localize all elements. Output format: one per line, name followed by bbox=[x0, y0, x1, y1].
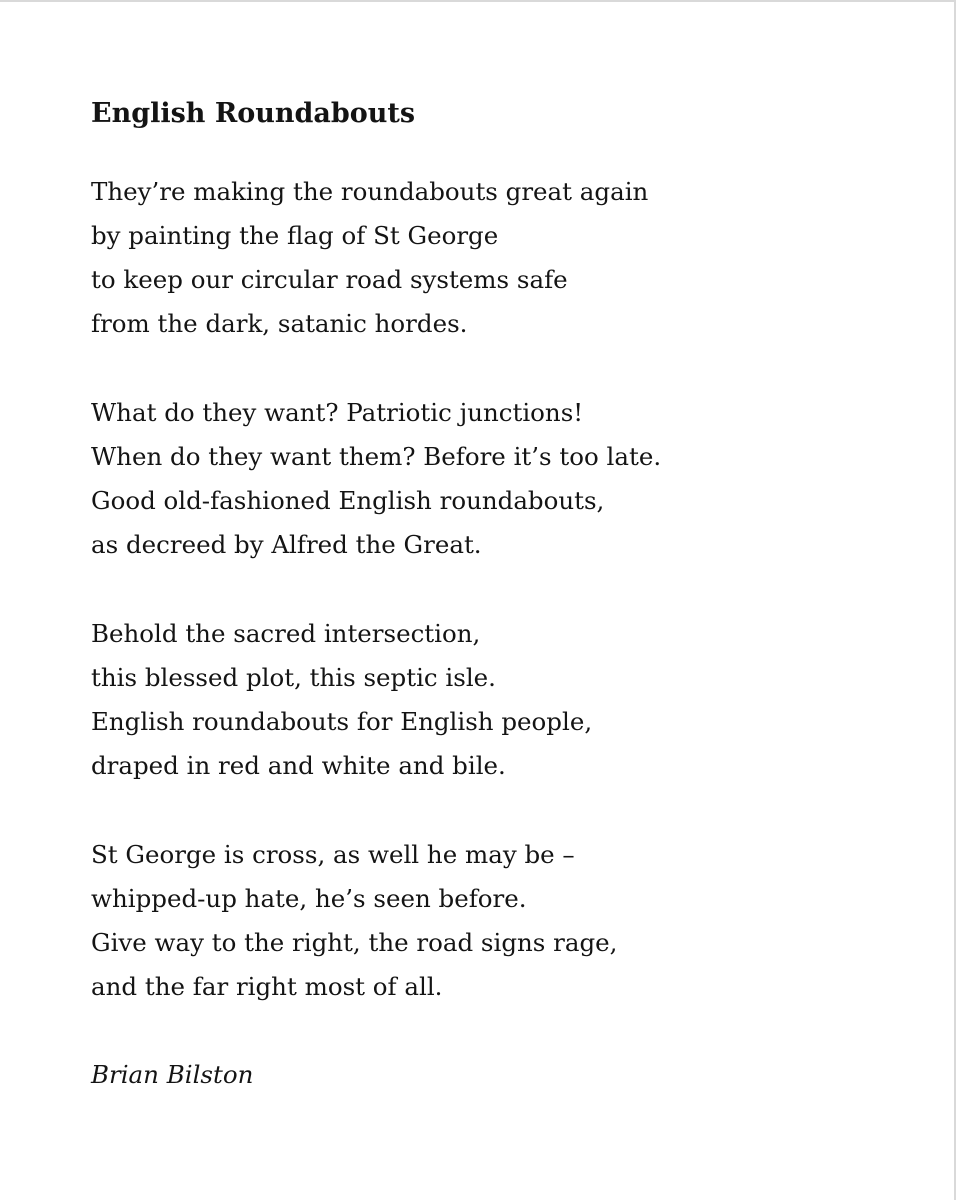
poem-line: as decreed by Alfred the Great. bbox=[91, 530, 482, 559]
poem-line: Good old-fashioned English roundabouts, bbox=[91, 486, 605, 515]
stanza-4 bbox=[91, 833, 617, 1009]
poem-line: by painting the flag of St George bbox=[91, 221, 499, 250]
stanza-1 bbox=[91, 170, 648, 346]
poem-line: What do they want? Patriotic junctions! bbox=[91, 398, 584, 427]
stanza-3 bbox=[91, 612, 592, 788]
poem-line: When do they want them? Before it’s too late. bbox=[91, 442, 662, 471]
poem-line: to keep our circular road systems safe bbox=[91, 265, 568, 294]
poem-line: English roundabouts for English people, bbox=[91, 707, 593, 736]
poem-line: draped in red and white and bile. bbox=[91, 751, 506, 780]
stanza-2 bbox=[91, 391, 661, 567]
poem-line: and the far right most of all. bbox=[91, 972, 443, 1001]
poem-line: St George is cross, as well he may be – bbox=[91, 840, 575, 869]
poem-line: whipped-up hate, he’s seen before. bbox=[91, 884, 527, 913]
author-signature: Brian Bilston bbox=[91, 1060, 254, 1089]
poem-line: Give way to the right, the road signs rage, bbox=[91, 928, 618, 957]
poem-line: Behold the sacred intersection, bbox=[91, 619, 481, 648]
poem-line: They’re making the roundabouts great again bbox=[91, 177, 649, 206]
poem-title: English Roundabouts bbox=[91, 98, 416, 129]
poem-line: this blessed plot, this septic isle. bbox=[91, 663, 496, 692]
poem-line: from the dark, satanic hordes. bbox=[91, 309, 468, 338]
